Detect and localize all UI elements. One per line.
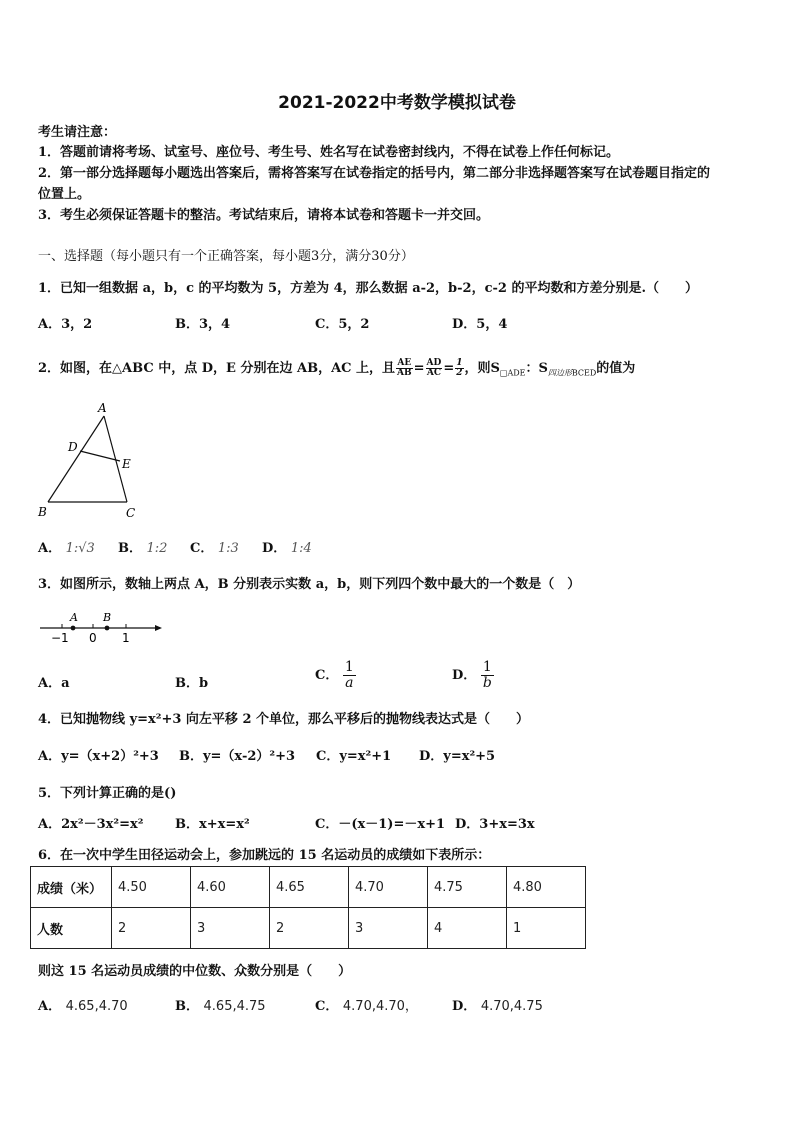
option-value: 4.65,4.75 bbox=[203, 999, 266, 1014]
option-letter: D． bbox=[452, 668, 477, 683]
q2-option-a[interactable] bbox=[38, 537, 95, 556]
table-cell: 2 bbox=[112, 908, 191, 949]
q2-sub-bced: BCED bbox=[571, 368, 597, 378]
notice-line-4: 3．考生必须保证答题卡的整洁。考试结束后，请将本试卷和答题卡一并交回。 bbox=[38, 208, 490, 223]
frac-num: 1 bbox=[481, 660, 494, 676]
option-value: 1:√3 bbox=[65, 541, 95, 556]
q2-stem-text: ，则S bbox=[464, 361, 500, 376]
q3-option-c[interactable] bbox=[315, 660, 356, 691]
q2-fraction-half bbox=[455, 359, 463, 378]
notice-heading: 考生请注意： bbox=[38, 125, 117, 140]
q3-option-b[interactable]: B．b bbox=[175, 676, 209, 691]
q6-option-c[interactable] bbox=[315, 995, 418, 1014]
point-a-label: A bbox=[70, 611, 78, 624]
table-cell: 4.65 bbox=[270, 867, 349, 908]
q1-option-c[interactable]: C．5，2 bbox=[315, 317, 370, 332]
q6-option-a[interactable] bbox=[38, 995, 128, 1014]
table-cell: 4.50 bbox=[112, 867, 191, 908]
notice-line-3: 位置上。 bbox=[38, 187, 91, 202]
label-a: A bbox=[98, 401, 107, 415]
q2-fraction-ad-ac bbox=[426, 359, 443, 378]
table-cell: 4.80 bbox=[507, 867, 586, 908]
q2-fraction-ae-ab bbox=[396, 359, 413, 378]
q2-sub-quad: 四边形 bbox=[547, 368, 572, 378]
q2-stem-text: 2．如图，在△ABC 中，点 D，E 分别在边 AB，AC 上，且 bbox=[38, 361, 396, 376]
q1-option-a[interactable]: A．3，2 bbox=[38, 317, 93, 332]
q5-option-d[interactable]: D．3+x=3x bbox=[455, 817, 535, 832]
q4-stem: 4．已知抛物线 y=x²+3 向左平移 2 个单位，那么平移后的抛物线表达式是（ ） bbox=[38, 712, 530, 727]
table-cell: 3 bbox=[191, 908, 270, 949]
frac-den: AB bbox=[397, 368, 412, 378]
q5-option-b[interactable]: B．x+x=x² bbox=[175, 817, 250, 832]
option-value: 1:2 bbox=[146, 541, 168, 556]
option-value: 4.70,4.75 bbox=[480, 999, 543, 1014]
frac-num: 1 bbox=[344, 659, 354, 675]
fraction-1-over-a bbox=[343, 660, 356, 691]
option-letter: A． bbox=[38, 999, 62, 1014]
option-letter: D． bbox=[452, 999, 477, 1014]
number-line-figure bbox=[36, 608, 166, 646]
table-header-count: 人数 bbox=[31, 908, 112, 949]
option-value: 1:4 bbox=[290, 541, 312, 556]
q5-option-a[interactable]: A．2x²－3x²=x² bbox=[38, 817, 144, 832]
table-cell: 4.70 bbox=[349, 867, 428, 908]
frac-num: AE bbox=[397, 358, 412, 368]
q3-stem: 3．如图所示，数轴上两点 A，B 分别表示实数 a，b，则下列四个数中最大的一个数是（ ） bbox=[38, 577, 581, 592]
q5-option-c[interactable]: C．－(x－1)=－x+1 bbox=[315, 817, 446, 832]
q1-stem: 1．已知一组数据 a，b，c 的平均数为 5，方差为 4，那么数据 a-2，b-2，c-2 的平均数和方差分别是.（ ） bbox=[38, 281, 698, 296]
q6-question: 则这 15 名运动员成绩的中位数、众数分别是（ ） bbox=[38, 964, 352, 979]
q6-option-d[interactable] bbox=[452, 995, 543, 1014]
label-c: C bbox=[126, 506, 136, 520]
tick-1: 1 bbox=[122, 631, 130, 645]
label-e: E bbox=[122, 457, 131, 471]
q6-stem: 6．在一次中学生田径运动会上，参加跳远的 15 名运动员的成绩如下表所示： bbox=[38, 848, 491, 863]
frac-den: b bbox=[482, 675, 492, 691]
table-header-score: 成绩（米） bbox=[31, 867, 112, 908]
option-value: 4.70,4.70， bbox=[342, 999, 418, 1014]
option-letter: C． bbox=[190, 541, 214, 556]
notice-line-1: 1．答题前请将考场、试室号、座位号、考生号、姓名写在试卷密封线内，不得在试卷上作任何标记。 bbox=[38, 145, 620, 160]
q3-option-d[interactable] bbox=[452, 660, 494, 691]
label-d: D bbox=[68, 440, 78, 454]
tick-0: 0 bbox=[89, 631, 97, 645]
q2-stem bbox=[38, 357, 635, 379]
q2-colon: ：S bbox=[525, 361, 548, 376]
q2-stem-text: 的值为 bbox=[596, 361, 636, 376]
frac-den: a bbox=[345, 675, 354, 691]
q2-sub-ade: □ADE bbox=[499, 368, 526, 378]
score-table bbox=[30, 866, 586, 949]
q1-option-b[interactable]: B．3，4 bbox=[175, 317, 231, 332]
q4-option-b[interactable]: B．y=（x-2）²+3 bbox=[179, 749, 296, 764]
option-letter: D． bbox=[262, 541, 287, 556]
equals: = bbox=[413, 361, 425, 376]
table-cell: 4 bbox=[428, 908, 507, 949]
q2-option-b[interactable] bbox=[118, 537, 167, 556]
q4-option-a[interactable]: A．y=（x+2）²+3 bbox=[38, 749, 159, 764]
section-heading: 一、选择题（每小题只有一个正确答案，每小题3分，满分30分） bbox=[38, 249, 414, 264]
table-cell: 3 bbox=[349, 908, 428, 949]
option-letter: B． bbox=[118, 541, 142, 556]
frac-num: 1 bbox=[456, 358, 463, 368]
q6-option-b[interactable] bbox=[175, 995, 266, 1014]
option-letter: B． bbox=[175, 999, 199, 1014]
page-title: 2021-2022中考数学模拟试卷 bbox=[278, 93, 516, 113]
q4-option-d[interactable]: D．y=x²+5 bbox=[419, 749, 496, 764]
triangle-figure bbox=[30, 398, 150, 523]
q5-stem: 5．下列计算正确的是() bbox=[38, 786, 177, 801]
q4-option-c[interactable]: C．y=x²+1 bbox=[316, 749, 392, 764]
q2-option-d[interactable] bbox=[262, 537, 312, 556]
q1-option-d[interactable]: D．5，4 bbox=[452, 317, 508, 332]
table-cell: 4.60 bbox=[191, 867, 270, 908]
table-row bbox=[31, 867, 586, 908]
option-value: 1:3 bbox=[217, 541, 239, 556]
frac-num: AD bbox=[426, 358, 442, 368]
label-b: B bbox=[38, 505, 47, 519]
q2-option-c[interactable] bbox=[190, 537, 239, 556]
equals: = bbox=[443, 361, 455, 376]
table-cell: 2 bbox=[270, 908, 349, 949]
table-row bbox=[31, 908, 586, 949]
table-cell: 4.75 bbox=[428, 867, 507, 908]
frac-den: AC bbox=[426, 368, 441, 378]
option-letter: C． bbox=[315, 668, 339, 683]
option-letter: C． bbox=[315, 999, 339, 1014]
point-b-label: B bbox=[103, 611, 112, 624]
fraction-1-over-b bbox=[481, 660, 494, 691]
option-letter: A． bbox=[38, 541, 62, 556]
table-cell: 1 bbox=[507, 908, 586, 949]
tick-neg1: −1 bbox=[51, 631, 69, 645]
frac-den: 2 bbox=[456, 368, 463, 378]
q3-option-a[interactable]: A．a bbox=[38, 676, 70, 691]
option-value: 4.65,4.70 bbox=[65, 999, 128, 1014]
notice-line-2: 2．第一部分选择题每小题选出答案后，需将答案写在试卷指定的括号内，第二部分非选择题答案写在试卷题目指定的 bbox=[38, 166, 711, 181]
